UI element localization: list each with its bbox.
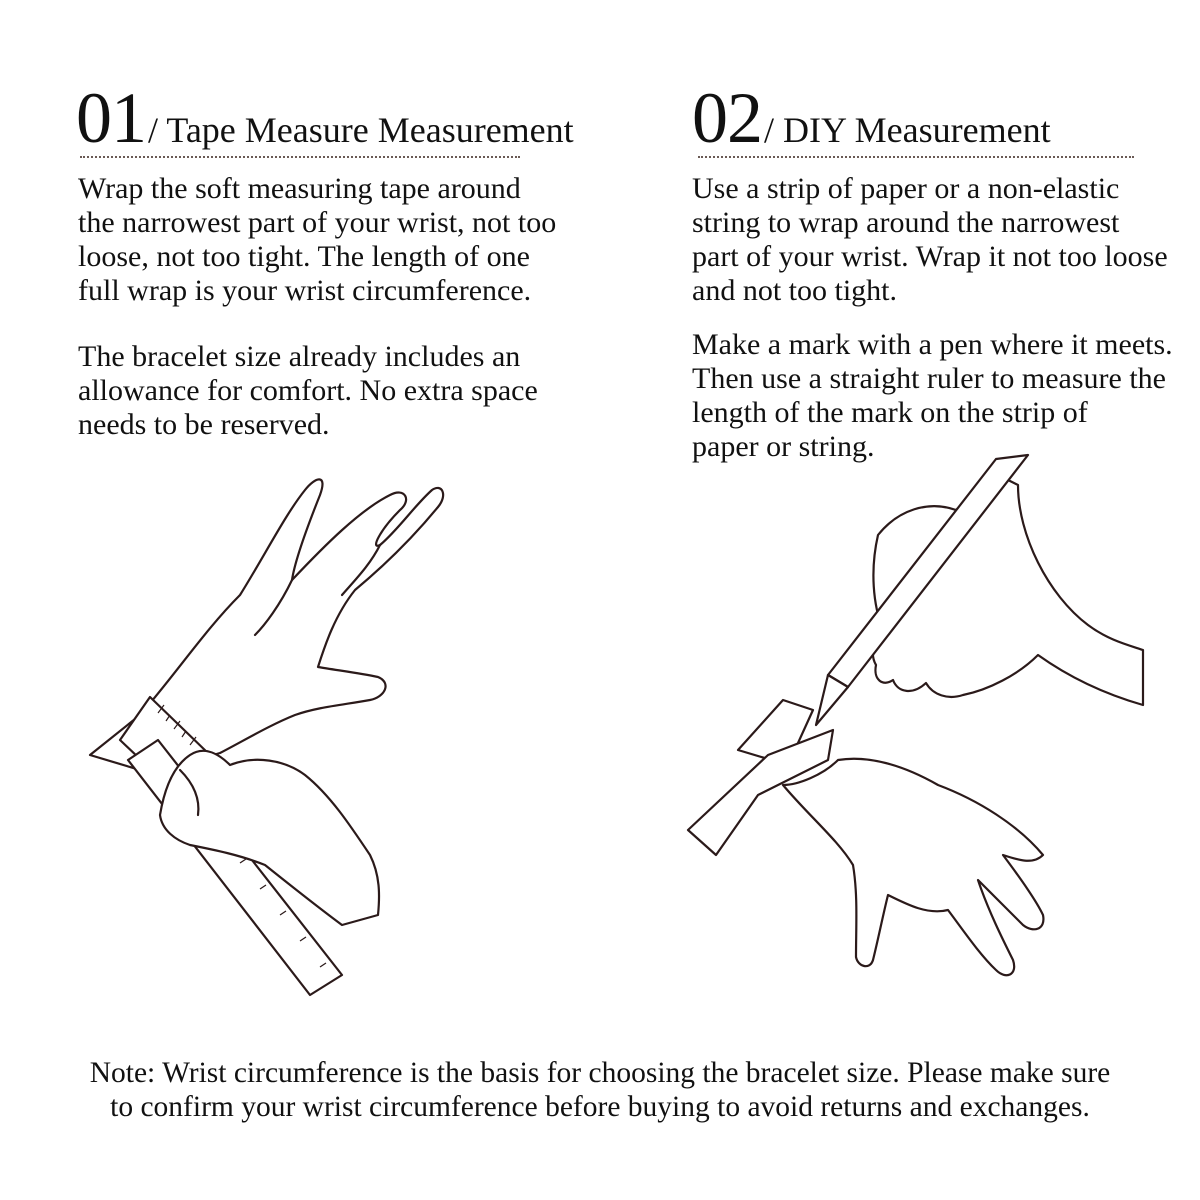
text-line: allowance for comfort. No extra space	[78, 374, 538, 407]
text-line: and not too tight.	[692, 274, 897, 307]
note-line: to confirm your wrist circumference before buying to avoid returns and exchanges.	[110, 1091, 1090, 1123]
tape-measure-wrist-illustration	[80, 455, 410, 1000]
note-line: Note: Wrist circumference is the basis for choosing the bracelet size. Please make sure	[89, 1057, 1111, 1089]
text-line: Then use a straight ruler to measure the	[692, 362, 1166, 395]
text-line: Use a strip of paper or a non-elastic	[692, 172, 1120, 205]
section-1-paragraph-2	[78, 340, 538, 442]
section-2-title: / DIY Measurement	[764, 110, 1051, 150]
section-2-number: 02	[692, 78, 762, 158]
text-line: Make a mark with a pen where it meets.	[692, 328, 1173, 361]
text-line: full wrap is your wrist circumference.	[78, 274, 532, 307]
section-2-paragraph-2	[692, 328, 1173, 464]
section-2-heading	[692, 78, 1051, 158]
text-line: The bracelet size already includes an	[78, 340, 521, 373]
section-1-divider	[80, 156, 520, 158]
wrist-hand-icon	[783, 759, 1043, 975]
text-line: paper or string.	[692, 430, 875, 463]
section-2-divider	[698, 156, 1134, 158]
text-line: loose, not too tight. The length of one	[78, 240, 530, 273]
section-1-heading	[76, 78, 574, 158]
section-2-paragraph-1	[692, 172, 1168, 308]
paper-strip-pen-illustration	[688, 455, 1143, 1000]
section-1-paragraph-1	[78, 172, 556, 308]
text-line: part of your wrist. Wrap it not too loose	[692, 240, 1168, 273]
text-line: length of the mark on the strip of	[692, 396, 1088, 429]
text-line: needs to be reserved.	[78, 408, 330, 441]
text-line: the narrowest part of your wrist, not too	[78, 206, 557, 239]
section-1-title: / Tape Measure Measurement	[148, 110, 574, 150]
text-line: Wrap the soft measuring tape around	[78, 172, 521, 205]
sizing-note	[0, 1056, 1200, 1124]
text-line: string to wrap around the narrowest	[692, 206, 1120, 239]
section-1-number: 01	[76, 78, 146, 158]
